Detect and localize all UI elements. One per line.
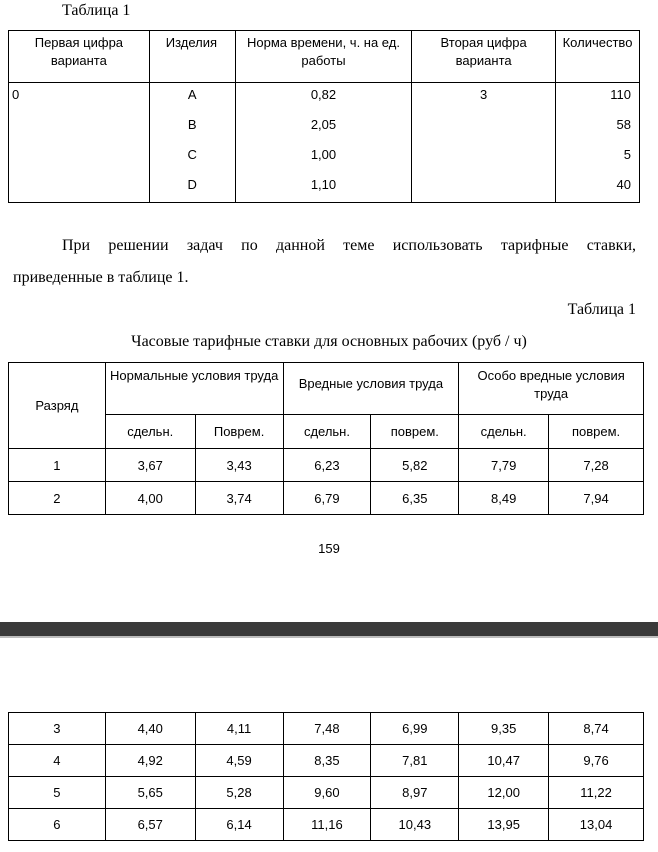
t1-item: A	[187, 87, 197, 102]
t2-cell: 8,49	[459, 482, 549, 515]
t2-sub: Поврем.	[195, 415, 283, 449]
t2-cell: 4,92	[105, 745, 195, 777]
t2-cell: 5,28	[195, 777, 283, 809]
t2-cell: 4,59	[195, 745, 283, 777]
t1-header-items: Изделия	[149, 31, 235, 83]
t2-cell: 11,16	[283, 809, 371, 841]
table-row	[9, 713, 644, 745]
t1-header-first-digit: Первая цифра варианта	[9, 31, 150, 83]
t2-header-harmful: Вредные условия труда	[283, 363, 459, 415]
t1-item: D	[187, 177, 197, 192]
t1-item: C	[187, 147, 197, 162]
table-row	[9, 809, 644, 841]
t2-cell: 7,48	[283, 713, 371, 745]
t2-cell: 7,81	[371, 745, 459, 777]
t2-cell: 6,57	[105, 809, 195, 841]
t2-cell: 3,43	[195, 449, 283, 482]
t1-norm: 1,00	[310, 147, 337, 162]
t2-header-very-harmful: Особо вредные условия труда	[459, 363, 644, 415]
page-2	[0, 638, 658, 852]
t2-cell: 3,67	[105, 449, 195, 482]
table2-title: Часовые тарифные ставки для основных рабочих (руб / ч)	[131, 333, 527, 350]
t1-qty-cell	[556, 83, 640, 203]
page-number: 159	[318, 541, 340, 556]
t1-qty: 110	[610, 87, 631, 102]
table1-caption: Таблица 1	[62, 2, 131, 19]
t2-cell: 9,76	[549, 745, 644, 777]
t2-cell: 2	[9, 482, 106, 515]
t1-header-quantity: Количество	[556, 31, 640, 83]
t2-cell: 6,99	[371, 713, 459, 745]
t2-sub: сдельн.	[105, 415, 195, 449]
t2-cell: 7,28	[549, 449, 644, 482]
t2-cell: 4	[9, 745, 106, 777]
paragraph-line1: При решении задач по данной теме использовать тарифные ставки,	[62, 237, 636, 254]
t2-cell: 13,04	[549, 809, 644, 841]
t2-cell: 4,40	[105, 713, 195, 745]
page-separator	[0, 622, 658, 636]
t2-header-normal: Нормальные условия труда	[105, 363, 283, 415]
t2-cell: 13,95	[459, 809, 549, 841]
t2-cell: 6,35	[371, 482, 459, 515]
paragraph-line2: приведенные в таблице 1.	[13, 269, 189, 286]
t2-sub: сдельн.	[283, 415, 371, 449]
table1	[8, 30, 640, 203]
t2-cell: 8,35	[283, 745, 371, 777]
table-row	[9, 482, 644, 515]
t2-cell: 5,82	[371, 449, 459, 482]
t2-cell: 9,60	[283, 777, 371, 809]
t2-header-rank: Разряд	[9, 363, 106, 449]
t2-cell: 8,74	[549, 713, 644, 745]
t2-cell: 6,14	[195, 809, 283, 841]
t1-second-digit: 3	[412, 83, 556, 203]
table2-continued	[8, 712, 644, 841]
t1-norm-cell	[235, 83, 412, 203]
t2-cell: 1	[9, 449, 106, 482]
t1-items-cell	[149, 83, 235, 203]
t1-norm: 2,05	[310, 117, 337, 132]
t1-qty: 5	[623, 147, 631, 162]
t2-cell: 4,11	[195, 713, 283, 745]
t1-first-digit: 0	[9, 83, 150, 203]
t2-cell: 6,23	[283, 449, 371, 482]
t1-header-norm: Норма времени, ч. на ед. работы	[235, 31, 412, 83]
table2	[8, 362, 644, 515]
t2-sub: поврем.	[371, 415, 459, 449]
table-row	[9, 449, 644, 482]
table-row	[9, 777, 644, 809]
t2-cell: 4,00	[105, 482, 195, 515]
t2-cell: 9,35	[459, 713, 549, 745]
t2-cell: 11,22	[549, 777, 644, 809]
t2-cell: 12,00	[459, 777, 549, 809]
t1-qty: 58	[616, 117, 631, 132]
t1-norm: 1,10	[310, 177, 337, 192]
t1-header-second-digit: Вторая цифра варианта	[412, 31, 556, 83]
t1-qty: 40	[616, 177, 631, 192]
t2-cell: 3,74	[195, 482, 283, 515]
table2-caption: Таблица 1	[567, 301, 636, 318]
t2-sub: сдельн.	[459, 415, 549, 449]
t2-cell: 6	[9, 809, 106, 841]
table-row	[9, 745, 644, 777]
t1-item: B	[187, 117, 197, 132]
t2-cell: 8,97	[371, 777, 459, 809]
t2-cell: 5	[9, 777, 106, 809]
t2-cell: 7,79	[459, 449, 549, 482]
t2-cell: 5,65	[105, 777, 195, 809]
t2-cell: 3	[9, 713, 106, 745]
t1-norm: 0,82	[310, 87, 337, 102]
t2-cell: 7,94	[549, 482, 644, 515]
t2-sub: поврем.	[549, 415, 644, 449]
t2-cell: 10,43	[371, 809, 459, 841]
t2-cell: 6,79	[283, 482, 371, 515]
t2-cell: 10,47	[459, 745, 549, 777]
